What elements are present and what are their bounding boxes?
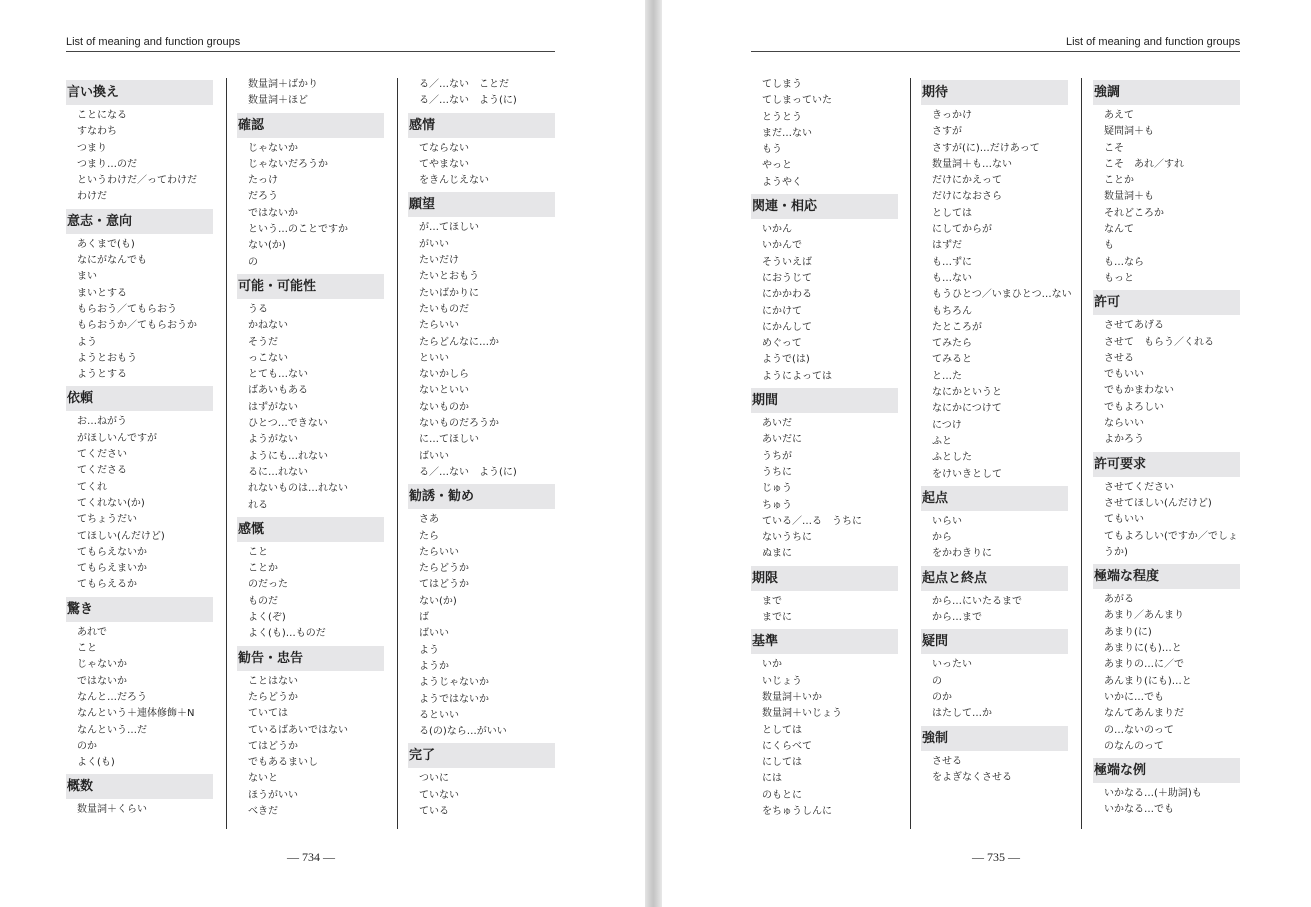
entry-item: ついに <box>419 773 449 785</box>
entry-item: いか <box>762 659 782 671</box>
entry-item: る(の)なら…がいい <box>419 726 507 738</box>
entry-item: てしまう <box>762 79 802 90</box>
entry-item: ているばあいではない <box>248 724 348 736</box>
entry-item: たらどうか <box>419 563 469 575</box>
entry-item: べきだ <box>248 805 278 817</box>
entry-item: ことはない <box>248 675 298 687</box>
column-1 <box>66 77 213 819</box>
entry-item: てちょうだい <box>77 514 137 526</box>
entry-group <box>408 743 555 820</box>
entry-group <box>1093 758 1240 819</box>
group-heading: 確認 <box>237 113 384 138</box>
entry-item: あえて <box>1104 110 1134 121</box>
entry-item: とても…ない <box>248 369 308 381</box>
entry-item: でもよろしい <box>1104 401 1164 413</box>
page-number: — 735 — <box>972 850 1020 864</box>
entry-item: そうだ <box>248 336 278 348</box>
entry-item: てもいい <box>1104 514 1144 526</box>
entry-item: にしては <box>762 757 802 769</box>
entry-item: ものだ <box>248 595 278 607</box>
entry-item: なにかにつけて <box>932 403 1002 415</box>
entry-item: ようとする <box>77 369 127 381</box>
group-heading: 可能・可能性 <box>237 274 384 299</box>
entry-item: がほしいんですが <box>77 432 157 444</box>
book-gutter <box>645 0 662 907</box>
entry-item: さすが <box>932 126 962 138</box>
entry-item: ばあいもある <box>248 385 308 397</box>
entry-item: ないと <box>248 773 278 785</box>
entry-item: つまり <box>77 142 107 154</box>
entry-item: も…ない <box>932 272 972 284</box>
entry-item: の <box>248 256 258 268</box>
entry-item: なんと…だろう <box>77 691 147 703</box>
entry-item: る／…ない ことだ <box>419 79 509 90</box>
entry-item: いかなる…(＋助詞)も <box>1104 788 1202 800</box>
entry-group <box>408 77 555 110</box>
entry-item: させる <box>932 755 962 767</box>
entry-group <box>751 194 898 385</box>
entry-item: ない(か) <box>248 240 286 252</box>
column-2 <box>921 77 1072 786</box>
column-divider <box>910 78 911 829</box>
entry-group <box>921 486 1068 563</box>
entry-item: なんてあんまりだ <box>1104 708 1184 720</box>
entry-item: ならいい <box>1104 418 1144 430</box>
entry-group <box>66 209 213 384</box>
entry-item: るに…れない <box>248 466 308 478</box>
entry-item: をよぎなくさせる <box>932 771 1012 783</box>
entry-group <box>1093 290 1240 448</box>
entry-item: 数量詞＋くらい <box>77 804 147 816</box>
entry-item: なにがなんでも <box>77 255 147 267</box>
entry-group <box>66 386 213 593</box>
running-head: List of meaning and function groups <box>66 36 241 48</box>
entry-group <box>66 597 213 772</box>
group-heading: 基準 <box>751 629 898 654</box>
entry-item: たっけ <box>248 175 278 187</box>
entry-item: のか <box>77 740 97 752</box>
entry-item: のか <box>932 691 952 703</box>
entry-item: ない(か) <box>419 595 457 607</box>
entry-item: ないといい <box>419 385 469 397</box>
group-heading: 許可要求 <box>1093 452 1240 477</box>
entry-group <box>66 80 213 206</box>
entry-item: あまりに(も)…と <box>1104 643 1182 655</box>
entry-item: やっと <box>762 160 792 172</box>
entry-item: 数量詞＋いじょう <box>762 708 842 720</box>
entry-group <box>921 629 1068 722</box>
entry-item: から…にいたるまで <box>932 595 1022 607</box>
entry-item: こそ あれ／すれ <box>1104 158 1184 170</box>
column-divider <box>397 78 398 829</box>
entry-item: させてあげる <box>1104 320 1164 332</box>
group-heading: 期間 <box>751 388 898 413</box>
entry-item: にしてからが <box>932 224 992 236</box>
entry-item: させてください <box>1104 481 1174 493</box>
column-2 <box>237 77 384 820</box>
entry-item: てやまない <box>419 158 469 170</box>
group-heading: 極端な例 <box>1093 758 1240 783</box>
entry-item: よく(も) <box>77 757 115 769</box>
entry-item: でもあるまいし <box>248 757 318 769</box>
entry-item: もっと <box>1104 272 1134 284</box>
entry-group <box>1093 452 1240 561</box>
entry-group <box>66 774 213 818</box>
entry-item: 疑問詞＋も <box>1104 126 1154 138</box>
entry-item: たらいい <box>419 320 459 332</box>
entry-item: をかわきりに <box>932 548 992 560</box>
page-number: — 734 — <box>287 850 335 864</box>
entry-item: なんという…だ <box>77 724 147 736</box>
entry-item: の <box>932 675 942 687</box>
entry-item: ようにも…れない <box>248 450 328 462</box>
entry-item: ようによっては <box>762 370 832 382</box>
entry-item: いじょう <box>762 675 802 687</box>
group-heading: 強調 <box>1093 80 1240 105</box>
entry-item: たらいい <box>419 546 459 558</box>
entry-item: ようではないか <box>419 693 489 705</box>
entry-item: あくまで(も) <box>77 238 135 250</box>
entry-item: させてほしい(んだけど) <box>1104 497 1212 509</box>
entry-item: きっかけ <box>932 110 972 121</box>
entry-item: れないものは…れない <box>248 483 348 495</box>
entry-item: ば <box>419 612 429 624</box>
entry-item: ちゅう <box>762 499 792 511</box>
entry-item: ないかしら <box>419 369 469 381</box>
entry-group <box>751 566 898 627</box>
group-heading: 驚き <box>66 597 213 622</box>
column-3 <box>1093 77 1240 819</box>
group-heading: 概数 <box>66 774 213 799</box>
entry-item: それどころか <box>1104 207 1164 219</box>
entry-item: いったい <box>932 659 972 671</box>
group-heading: 起点 <box>921 486 1068 511</box>
entry-item: る／…ない よう(に) <box>419 466 517 478</box>
entry-item: てしまっていた <box>762 95 832 107</box>
entry-item: っこない <box>248 352 288 364</box>
entry-item: も <box>1104 240 1114 252</box>
entry-item: 数量詞＋ほど <box>248 95 308 107</box>
entry-group <box>408 192 555 481</box>
entry-item: まだ…ない <box>762 127 812 139</box>
entry-item: あいだに <box>762 434 802 446</box>
entry-item: なにかというと <box>932 387 1002 399</box>
entry-item: ふとした <box>932 452 972 464</box>
entry-group <box>751 77 898 191</box>
entry-item: わけだ <box>77 191 107 203</box>
entry-item: ひとつ…できない <box>248 418 328 430</box>
entry-item: ふと <box>932 435 952 447</box>
entry-group <box>921 726 1068 787</box>
entry-item: はずだ <box>932 240 962 252</box>
entry-item: あれで <box>77 626 107 638</box>
entry-item: ている／…る うちに <box>762 515 862 527</box>
entry-item: ほうがいい <box>248 789 298 801</box>
entry-item: たらどうか <box>248 691 298 703</box>
entry-item: ばいい <box>419 450 449 462</box>
entry-item: にかかわる <box>762 289 812 301</box>
entry-item: ようとおもう <box>77 352 137 364</box>
entry-item: ないうちに <box>762 532 812 544</box>
entry-item: とうとう <box>762 111 802 123</box>
entry-item: 数量詞＋も <box>1104 191 1154 203</box>
entry-item: なんという＋連体修飾＋N <box>77 708 195 720</box>
entry-group <box>921 80 1072 483</box>
entry-item: あいだ <box>762 418 792 430</box>
group-heading: 期限 <box>751 566 898 591</box>
entry-item: たいだけ <box>419 255 459 267</box>
entry-item: てみたら <box>932 338 972 350</box>
entry-group <box>237 517 384 643</box>
entry-item: をけいきとして <box>932 468 1002 480</box>
entry-item: から…まで <box>932 612 982 624</box>
group-heading: 言い換え <box>66 80 213 105</box>
entry-item: だろう <box>248 191 278 203</box>
entry-item: もうひとつ／いまひとつ…ない <box>932 289 1072 301</box>
entry-item: まいとする <box>77 287 127 299</box>
entry-item: ぬまに <box>762 548 792 560</box>
entry-item: さあ <box>419 514 439 526</box>
entry-item: こと <box>248 546 268 558</box>
entry-item: としては <box>762 724 802 736</box>
entry-item: はたして…か <box>932 708 992 720</box>
entry-item: には <box>762 773 782 785</box>
entry-item: こと <box>77 643 97 655</box>
entry-group <box>751 388 898 563</box>
entry-item: いかんで <box>762 240 802 252</box>
entry-item: なんて <box>1104 224 1134 236</box>
entry-item: てもらえまいか <box>77 563 147 575</box>
entry-item: あがる <box>1104 594 1134 606</box>
entry-item: のもとに <box>762 789 802 801</box>
entry-item: てはどうか <box>419 579 469 591</box>
entry-item: ないものだろうか <box>419 418 499 430</box>
entry-item: じゃないだろうか <box>248 158 328 170</box>
entry-item: だけになおさら <box>932 191 1002 203</box>
running-head: List of meaning and function groups <box>1066 36 1241 48</box>
entry-item: ていない <box>419 789 459 801</box>
entry-item: におうじて <box>762 272 812 284</box>
entry-item: いかん <box>762 224 792 236</box>
entry-item: てほしい(んだけど) <box>77 530 165 542</box>
entry-group <box>921 566 1068 627</box>
entry-item: いらい <box>932 515 962 527</box>
header-rule <box>751 51 1240 52</box>
entry-item: てもらえないか <box>77 546 147 558</box>
group-heading: 勧誘・勧め <box>408 484 555 509</box>
entry-item: としては <box>932 207 972 219</box>
entry-item: いかに…でも <box>1104 691 1164 703</box>
header-rule <box>66 51 555 52</box>
column-1 <box>751 77 898 820</box>
entry-item: ばいい <box>419 628 449 640</box>
entry-item: てはどうか <box>248 740 298 752</box>
entry-item: たら <box>419 530 439 542</box>
entry-item: 数量詞＋も…ない <box>932 158 1012 170</box>
column-divider <box>226 78 227 829</box>
entry-item: といい <box>419 352 449 364</box>
entry-item: うる <box>248 303 268 315</box>
entry-group <box>1093 564 1240 755</box>
entry-item: ことになる <box>77 110 127 121</box>
entry-item: てください <box>77 449 127 461</box>
entry-item: のだった <box>248 579 288 591</box>
entry-item: たいものだ <box>419 303 469 315</box>
entry-item: ようやく <box>762 176 802 188</box>
entry-item: させて もらう／くれる <box>1104 336 1214 348</box>
entry-item: まで <box>762 595 782 607</box>
entry-item: ようがない <box>248 434 298 446</box>
entry-item: ではないか <box>77 675 127 687</box>
group-heading: 関連・相応 <box>751 194 898 219</box>
entry-item: をきんじえない <box>419 175 489 187</box>
entry-item: という…のことですか <box>248 224 348 236</box>
entry-item: あまり(に) <box>1104 626 1152 638</box>
group-heading: 感情 <box>408 113 555 138</box>
entry-item: かねない <box>248 320 288 332</box>
entry-item: にかんして <box>762 321 812 333</box>
entry-item: よかろう <box>1104 434 1144 446</box>
right-page <box>662 0 1311 907</box>
entry-item: もらおう／てもらおう <box>77 303 177 315</box>
entry-item: ている <box>419 805 449 817</box>
entry-item: の…ないのって <box>1104 724 1174 736</box>
entry-item: てくれない(か) <box>77 497 145 509</box>
entry-item: てみると <box>932 354 972 366</box>
entry-item: あまりの…に／で <box>1104 659 1184 671</box>
entry-item: じゃないか <box>248 142 298 154</box>
entry-item: すなわち <box>77 126 117 138</box>
entry-item: というわけだ／ってわけだ <box>77 175 197 187</box>
entry-item: 数量詞＋いか <box>762 691 822 703</box>
entry-item: にかけて <box>762 305 802 317</box>
entry-item: も…なら <box>1104 256 1144 268</box>
group-heading: 起点と終点 <box>921 566 1068 591</box>
entry-item: よう <box>419 644 439 656</box>
entry-item: たいばかりに <box>419 287 479 299</box>
entry-item: よく(ぞ) <box>248 612 286 624</box>
entry-item: うちに <box>762 466 792 478</box>
group-heading: 勧告・忠告 <box>237 646 384 671</box>
group-heading: 意志・意向 <box>66 209 213 234</box>
entry-item: ようじゃないか <box>419 677 489 689</box>
group-heading: 強制 <box>921 726 1068 751</box>
entry-item: ようか <box>419 660 449 672</box>
entry-item: てくださる <box>77 465 127 477</box>
entry-item: まい <box>77 271 97 283</box>
entry-item: 数量詞＋ばかり <box>248 79 318 90</box>
entry-item: もちろん <box>932 305 972 317</box>
group-heading: 極端な程度 <box>1093 564 1240 589</box>
entry-item: ことか <box>248 563 278 575</box>
group-heading: 完了 <box>408 743 555 768</box>
group-heading: 許可 <box>1093 290 1240 315</box>
entry-item: ないものか <box>419 401 469 413</box>
entry-group <box>237 113 384 271</box>
entry-item: そういえば <box>762 256 812 268</box>
entry-group <box>237 77 384 110</box>
entry-item: あんまり(にも)…と <box>1104 675 1192 687</box>
entry-item: だけにかえって <box>932 175 1002 187</box>
entry-item: につけ <box>932 419 962 431</box>
entry-item: から <box>932 532 952 544</box>
entry-item: ではないか <box>248 207 298 219</box>
entry-item: と…た <box>932 370 962 382</box>
group-heading: 疑問 <box>921 629 1068 654</box>
entry-item: させる <box>1104 352 1134 364</box>
entry-group <box>408 484 555 740</box>
entry-item: てならない <box>419 142 469 154</box>
group-heading: 感慨 <box>237 517 384 542</box>
entry-item: もう <box>762 144 782 156</box>
entry-item: でもかまわない <box>1104 385 1174 397</box>
entry-item: をちゅうしんに <box>762 805 832 817</box>
entry-item: てもらえるか <box>77 579 137 591</box>
entry-item: めぐって <box>762 338 802 350</box>
entry-item: れる <box>248 499 268 511</box>
entry-group <box>751 629 898 820</box>
entry-item: てくれ <box>77 481 107 493</box>
entry-item: に…てほしい <box>419 434 479 446</box>
entry-item: あまり／あんまり <box>1104 610 1184 622</box>
entry-item: いかなる…でも <box>1104 804 1174 816</box>
entry-item: じゅう <box>762 483 792 495</box>
entry-group <box>237 274 384 514</box>
entry-item: までに <box>762 612 792 624</box>
group-heading: 依頼 <box>66 386 213 411</box>
column-divider <box>1081 78 1082 829</box>
entry-item: も…ずに <box>932 256 972 268</box>
entry-item: たらどんなに…か <box>419 336 499 348</box>
entry-item: が…てほしい <box>419 222 479 234</box>
entry-item: る／…ない よう(に) <box>419 95 517 107</box>
group-heading: 期待 <box>921 80 1068 105</box>
entry-item: うちが <box>762 450 792 462</box>
column-3 <box>408 77 555 820</box>
entry-group <box>408 113 555 190</box>
left-page <box>0 0 645 907</box>
group-heading: 願望 <box>408 192 555 217</box>
entry-item: よく(も)…ものだ <box>248 628 326 640</box>
entry-item: お…ねがう <box>77 416 127 428</box>
entry-group <box>237 646 384 821</box>
entry-item: ようで(は) <box>762 354 810 366</box>
entry-item: ことか <box>1104 175 1134 187</box>
entry-item: よう <box>77 336 97 348</box>
entry-item: てもよろしい(ですか／でしょうか) <box>1104 530 1238 558</box>
entry-item: さすが(に)…だけあって <box>932 142 1040 154</box>
entry-item: がいい <box>419 238 449 250</box>
entry-item: ていては <box>248 708 288 720</box>
entry-group <box>1093 80 1240 287</box>
entry-item: はずがない <box>248 401 298 413</box>
entry-item: るといい <box>419 709 459 721</box>
entry-item: たいとおもう <box>419 271 479 283</box>
entry-item: もらおうか／てもらおうか <box>77 320 197 332</box>
entry-item: でもいい <box>1104 369 1144 381</box>
entry-item: じゃないか <box>77 659 127 671</box>
entry-item: つまり…のだ <box>77 158 137 170</box>
entry-item: こそ <box>1104 142 1124 154</box>
entry-item: のなんのって <box>1104 740 1164 752</box>
entry-item: にくらべて <box>762 740 812 752</box>
entry-item: たところが <box>932 321 982 333</box>
